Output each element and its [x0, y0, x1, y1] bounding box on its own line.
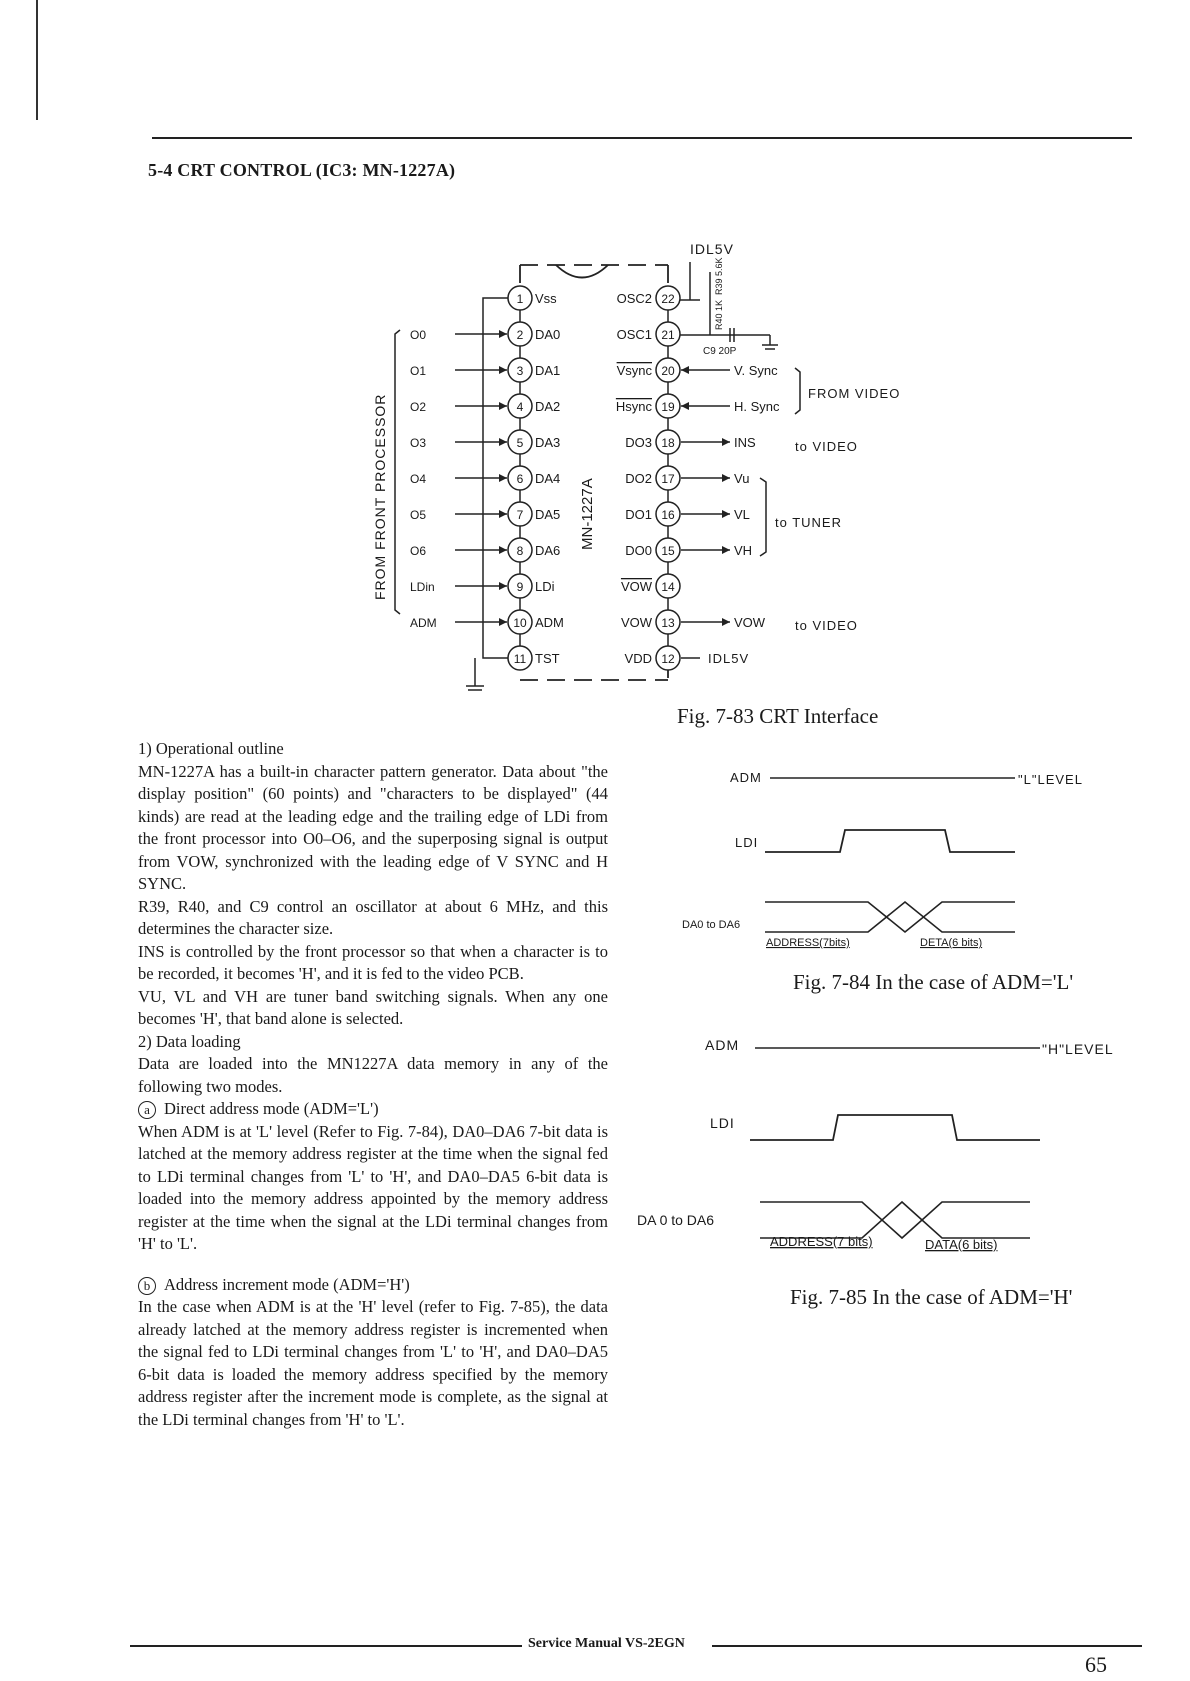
mode-a-title	[138, 1098, 608, 1121]
vh-signal-label: VH	[734, 543, 753, 558]
fig85-timing-diagram	[630, 1030, 1140, 1280]
left-input-arrow	[499, 474, 507, 482]
left-signal-label: O5	[410, 508, 427, 522]
paragraph-outline: MN-1227A has a built-in character pattern generator. Data about "the display position" (60 points) and "characters to be displayed" (44 kinds) are read at the leading edge and the trailing edge of LDi from the front processor into O0–O6, and the superposing signal is output from VOW, synchronized with the leading edge of V SYNC and H SYNC.	[138, 761, 608, 893]
right-pin-number: 13	[661, 616, 675, 630]
left-group-bracket	[395, 330, 400, 614]
left-input-arrow	[499, 546, 507, 554]
vsync-signal-label: V. Sync	[734, 363, 778, 378]
right-pin-name: VOW	[620, 579, 652, 594]
left-pin-number: 10	[513, 616, 527, 630]
fig84-timing-diagram	[660, 760, 1120, 980]
fig85-bus-label: DA 0 to DA6	[637, 1212, 715, 1228]
left-pin-name: DA0	[535, 327, 561, 342]
section-title: 5-4 CRT CONTROL (IC3: MN-1227A)	[148, 160, 456, 180]
left-pin-number: 4	[516, 400, 524, 414]
vdd-supply-label: IDL5V	[708, 651, 750, 666]
vl-signal-arrow	[722, 510, 730, 518]
left-pin-name: DA6	[535, 543, 561, 558]
fig84-address-label: ADDRESS(7bits)	[766, 937, 850, 949]
from-video-bracket	[795, 368, 800, 414]
left-pin-name: LDi	[535, 579, 555, 594]
left-pin-name: TST	[535, 651, 560, 666]
left-input-arrow	[499, 438, 507, 446]
right-pin-number: 16	[661, 508, 675, 522]
left-input-arrow	[499, 330, 507, 338]
right-pin-number: 20	[661, 364, 675, 378]
fig85-data-label: DATA(6 bits)	[925, 1237, 998, 1252]
vu-signal-arrow	[722, 474, 730, 482]
hsync-signal-arrow	[681, 402, 689, 410]
hsync-signal-label: H. Sync	[734, 399, 780, 414]
fig84-caption: Fig. 7-84 In the case of ADM='L'	[793, 970, 1074, 994]
right-pin-number: 19	[661, 400, 675, 414]
left-pin-name: ADM	[535, 615, 564, 630]
fig85-ldi-waveform	[750, 1115, 1040, 1140]
ic-notch	[556, 265, 608, 278]
fig84-ldi-waveform	[765, 830, 1015, 852]
left-pin-number: 5	[516, 436, 524, 450]
to-tuner-label: to TUNER	[775, 515, 842, 530]
left-pin-name: DA5	[535, 507, 561, 522]
paragraph-modes: Data are loaded into the MN1227A data memory in any of the following two modes.	[138, 1054, 608, 1096]
ins-signal-arrow	[722, 438, 730, 446]
right-pin-name: DO1	[625, 507, 652, 522]
heading-operational-outline: 1) Operational outline	[138, 739, 284, 758]
fig84-bus-label: DA0 to DA6	[682, 919, 741, 931]
left-signal-label: O4	[410, 472, 427, 486]
left-signal-label: O2	[410, 400, 427, 414]
right-pin-name: DO3	[625, 435, 652, 450]
left-pin-number: 9	[516, 580, 524, 594]
left-pin-name: DA4	[535, 471, 561, 486]
from-video-label: FROM VIDEO	[808, 386, 901, 401]
paragraph-oscillator: R39, R40, and C9 control an oscillator at about 6 MHz, and this determines the character size.	[138, 896, 608, 938]
right-pin-name: OSC2	[616, 291, 652, 306]
left-pin-group	[410, 286, 564, 690]
left-pin-name: DA3	[535, 435, 561, 450]
left-pin-number: 11	[513, 652, 527, 666]
left-input-arrow	[499, 582, 507, 590]
vu-signal-label: Vu	[734, 471, 750, 486]
left-input-arrow	[499, 366, 507, 374]
fig85-address-label: ADDRESS(7 bits)	[770, 1234, 873, 1249]
right-pin-name: Vsync	[616, 363, 652, 378]
right-pin-name: OSC1	[616, 327, 652, 342]
footer-rule-left	[130, 1645, 522, 1647]
heading-data-loading: 2) Data loading	[138, 1031, 241, 1051]
left-group-label: FROM FRONT PROCESSOR	[372, 393, 388, 600]
left-signal-label: LDin	[410, 580, 435, 594]
left-pin-number: 7	[516, 508, 524, 522]
right-pin-number: 22	[661, 292, 675, 306]
ic-power-label: IDL5V	[690, 241, 734, 257]
fig85-level-label: "H"LEVEL	[1042, 1041, 1114, 1057]
r39-label: R39 5.6K	[714, 257, 724, 295]
right-pin-name: VDD	[624, 651, 652, 666]
right-pin-name: VOW	[620, 615, 652, 630]
mode-b-title-text: Address increment mode (ADM='H')	[164, 1274, 410, 1294]
left-pin-number: 2	[516, 328, 524, 342]
fig84-bus-upper	[765, 902, 1015, 932]
left-pin-number: 6	[516, 472, 524, 486]
ground-icon	[466, 686, 484, 690]
page-number: 65	[1085, 1652, 1107, 1677]
left-input-arrow	[499, 510, 507, 518]
left-pin-name: DA2	[535, 399, 561, 414]
body-text	[138, 738, 608, 1431]
ic-part-label: MN-1227A	[579, 478, 596, 550]
fig84-adm-label: ADM	[730, 770, 762, 785]
mode-a-mark: a	[138, 1101, 156, 1119]
left-signal-label: O1	[410, 364, 427, 378]
left-pin-number: 8	[516, 544, 524, 558]
right-pin-name: Hsync	[615, 399, 652, 414]
vow-signal-label: VOW	[734, 615, 766, 630]
left-signal-label: ADM	[410, 616, 437, 630]
left-pin-name: Vss	[535, 291, 557, 306]
right-pin-name: DO2	[625, 471, 652, 486]
paragraph-tuner: VU, VL and VH are tuner band switching signals. When any one becomes 'H', that band alone is selected.	[138, 986, 608, 1028]
left-pin-number: 3	[516, 364, 524, 378]
vow-signal-arrow	[722, 618, 730, 626]
paragraph-mode-a: When ADM is at 'L' level (Refer to Fig. 7-84), DA0–DA6 7-bit data is latched at the memory address register at the time when the signal fed to LDi terminal changes from 'L' to 'H', and DA0–DA5 6-bit data is loaded into the memory address appointed by the memory address register at the time when the signal at the LDi terminal changes from 'H' to 'L'.	[138, 1121, 608, 1253]
fig84-ldi-label: LDI	[735, 835, 759, 850]
vl-signal-label: VL	[734, 507, 750, 522]
left-pin-name: DA1	[535, 363, 561, 378]
paragraph-mode-b: In the case when ADM is at the 'H' level (refer to Fig. 7-85), the data already latched at the memory address register is incremented when the signal fed to LDi terminal changes from 'L' to 'H', and DA0–DA5 6-bit data is loaded the memory address specified by the memory address register after the increment mode is complete, as the signal at the LDi terminal changes from 'H' to 'L'.	[138, 1297, 608, 1429]
fig84-data-label: DETA(6 bits)	[920, 937, 983, 949]
mode-a-title-text: Direct address mode (ADM='L')	[164, 1099, 379, 1118]
mode-b-title	[138, 1274, 608, 1297]
footer-manual-title: Service Manual VS-2EGN	[528, 1636, 685, 1651]
right-pin-number: 14	[661, 580, 675, 594]
right-pin-number: 21	[661, 328, 675, 342]
ins-to-video-label: to VIDEO	[795, 439, 858, 454]
ins-signal-label: INS	[734, 435, 756, 450]
fig84-level-label: "L"LEVEL	[1018, 772, 1083, 787]
crt-interface-schematic	[0, 0, 1190, 700]
left-signal-label: O3	[410, 436, 427, 450]
left-pin-number: 1	[516, 292, 524, 306]
left-signal-label: O0	[410, 328, 427, 342]
vow-to-video-label: to VIDEO	[795, 618, 858, 633]
paragraph-ins: INS is controlled by the front processor so that when a character is to be recorded, it becomes 'H', and it is fed to the video PCB.	[138, 941, 608, 983]
right-pin-number: 18	[661, 436, 675, 450]
right-pin-name: DO0	[625, 543, 652, 558]
c9-label: C9 20P	[703, 346, 737, 357]
left-input-arrow	[499, 402, 507, 410]
fig83-caption: Fig. 7-83 CRT Interface	[677, 704, 879, 728]
fig84-bus-lower	[765, 902, 1015, 932]
left-signal-label: O6	[410, 544, 427, 558]
left-input-arrow	[499, 618, 507, 626]
ground-wire	[475, 298, 508, 686]
right-pin-group	[616, 286, 780, 670]
right-pin-number: 17	[661, 472, 675, 486]
r40-label: R40 1K	[714, 299, 724, 330]
tuner-bracket	[760, 478, 766, 556]
oscillator-network	[680, 262, 778, 349]
footer-rule-right	[712, 1645, 1142, 1647]
right-pin-number: 12	[661, 652, 675, 666]
vsync-signal-arrow	[681, 366, 689, 374]
fig85-ldi-label: LDI	[710, 1115, 735, 1131]
right-pin-number: 15	[661, 544, 675, 558]
mode-b-mark: b	[138, 1277, 156, 1295]
fig85-caption: Fig. 7-85 In the case of ADM='H'	[790, 1285, 1073, 1309]
vh-signal-arrow	[722, 546, 730, 554]
fig85-adm-label: ADM	[705, 1037, 740, 1053]
